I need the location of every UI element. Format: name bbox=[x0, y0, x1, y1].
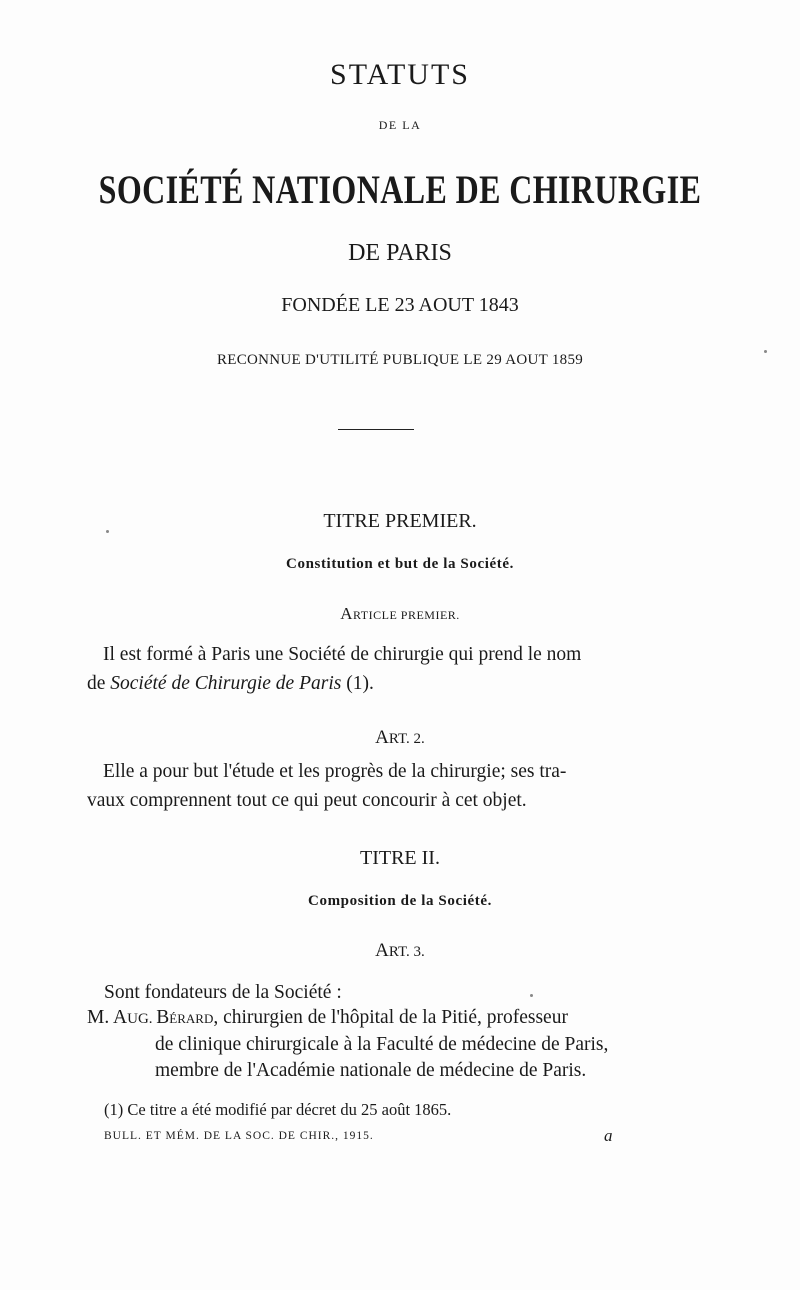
founding-date: FONDÉE LE 23 AOUT 1843 bbox=[281, 294, 519, 316]
footnote: (1) Ce titre a été modifié par décret du 25 août 1865. bbox=[104, 1100, 452, 1119]
founder-entry: M. AUG. BÉRARD, chirurgien de l'hôpital de la Pitié, professeur de clinique chirurgicale à la Faculté de médecine de Paris, membre de l'Académie nationale de médecine de Paris. bbox=[87, 1007, 609, 1081]
titre-2-heading: TITRE II. bbox=[360, 847, 440, 869]
article-3-label: ART. 3. bbox=[375, 940, 425, 961]
print-speck bbox=[106, 530, 109, 533]
recognition-date: RECONNUE D'UTILITÉ PUBLIQUE LE 29 AOUT 1859 bbox=[216, 352, 584, 368]
article-1-label: ARTICLE PREMIER. bbox=[340, 604, 460, 623]
article-1-text: Il est formé à Paris une Société de chirurgie qui prend le nom de Société de Chirurgie de Paris (1). bbox=[87, 644, 582, 694]
society-city: DE PARIS bbox=[348, 240, 452, 266]
titre-2-subtitle: Composition de la Société. bbox=[308, 893, 492, 909]
article-2-label: ART. 2. bbox=[375, 727, 425, 748]
titre-1-heading: TITRE PREMIER. bbox=[323, 510, 477, 532]
print-speck bbox=[764, 350, 767, 353]
titre-1-subtitle: Constitution et but de la Société. bbox=[286, 556, 514, 572]
society-name: SOCIÉTÉ NATIONALE DE CHIRURGIE bbox=[98, 167, 702, 212]
document-title: STATUTS bbox=[330, 58, 470, 91]
running-footer: BULL. ET MÉM. DE LA SOC. DE CHIR., 1915. bbox=[104, 1130, 374, 1142]
article-3-intro: Sont fondateurs de la Société : bbox=[104, 982, 342, 1003]
signature-mark: a bbox=[604, 1126, 613, 1145]
print-speck bbox=[530, 994, 533, 997]
title-divider bbox=[338, 429, 414, 430]
article-2-text: Elle a pour but l'étude et les progrès de la chirurgie; ses tra- vaux comprennent tout ce qui peut concourir à cet objet. bbox=[87, 761, 567, 811]
title-connector: DE LA bbox=[378, 118, 422, 132]
